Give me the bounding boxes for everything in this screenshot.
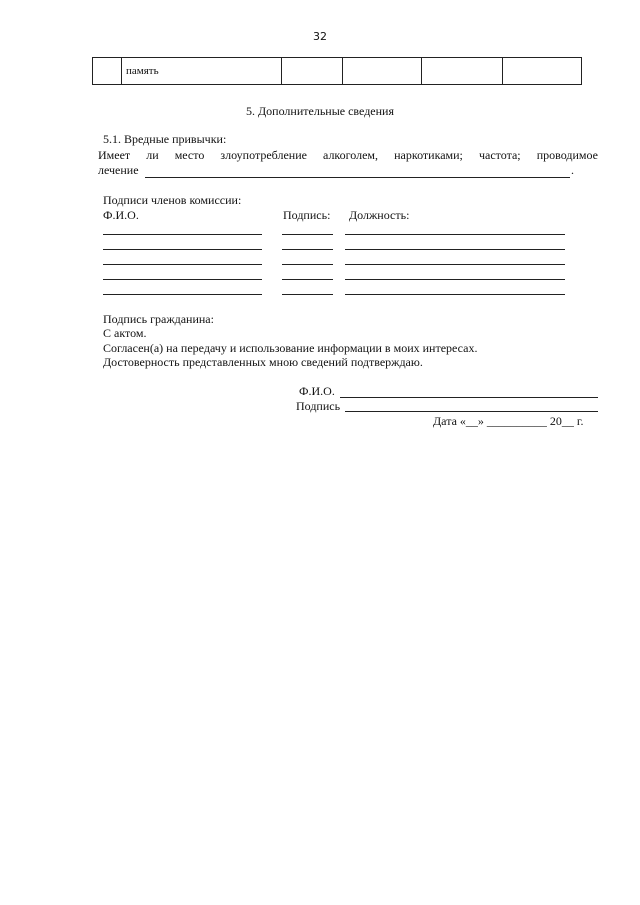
signoff-signature-line[interactable]	[345, 411, 598, 412]
table-cell	[503, 58, 582, 85]
commission-name-line[interactable]	[103, 234, 262, 235]
table-cell	[343, 58, 422, 85]
signoff-name-line[interactable]	[340, 397, 598, 398]
table-row	[93, 58, 582, 85]
table-cell	[422, 58, 503, 85]
citizen-title: Подпись гражданина:	[103, 312, 214, 326]
commission-signature-header: Подпись:	[283, 208, 331, 222]
commission-position-line[interactable]	[345, 234, 565, 235]
commission-signature-line[interactable]	[282, 294, 333, 295]
commission-position-line[interactable]	[345, 279, 565, 280]
commission-signature-line[interactable]	[282, 279, 333, 280]
commission-name-line[interactable]	[103, 264, 262, 265]
citizen-acknowledge: С актом.	[103, 326, 147, 340]
commission-signature-line[interactable]	[282, 234, 333, 235]
section-title: 5. Дополнительные сведения	[245, 104, 394, 118]
commission-name-header: Ф.И.О.	[103, 208, 139, 222]
commission-name-line[interactable]	[103, 279, 262, 280]
commission-signature-line[interactable]	[282, 249, 333, 250]
signoff-name-label: Ф.И.О.	[299, 384, 335, 398]
commission-position-line[interactable]	[345, 294, 565, 295]
page-number: 32	[313, 30, 327, 43]
question-word: частота;	[478, 148, 521, 162]
table-cell-label: память	[122, 58, 282, 85]
habits-title: 5.1. Вредные привычки:	[103, 132, 227, 146]
citizen-confirm: Достоверность представленных мною сведений подтверждаю.	[103, 355, 423, 369]
question-word: ли	[146, 148, 159, 162]
question-word: место	[174, 148, 205, 162]
end-period: .	[571, 163, 574, 177]
question-word: Имеет	[98, 148, 131, 162]
citizen-consent: Согласен(а) на передачу и использование информации в моих интересах.	[103, 341, 478, 355]
signoff-signature-label: Подпись	[296, 399, 341, 413]
commission-name-line[interactable]	[103, 294, 262, 295]
commission-signature-line[interactable]	[282, 264, 333, 265]
commission-position-line[interactable]	[345, 264, 565, 265]
question-word: проводимое	[536, 148, 598, 162]
commission-name-line[interactable]	[103, 249, 262, 250]
question-word: алкоголем,	[323, 148, 379, 162]
commission-title: Подписи членов комиссии:	[103, 193, 242, 207]
question-word: злоупотребление	[220, 148, 307, 162]
signoff-date: Дата «__» __________ 20__ г.	[433, 414, 584, 428]
table-cell	[93, 58, 122, 85]
continuation-table	[92, 57, 582, 85]
question-word: наркотиками;	[394, 148, 463, 162]
commission-position-line[interactable]	[345, 249, 565, 250]
treatment-label: лечение	[98, 163, 139, 177]
treatment-answer-line[interactable]	[145, 177, 570, 178]
table-cell	[282, 58, 343, 85]
habits-question	[98, 148, 598, 163]
commission-position-header: Должность:	[349, 208, 410, 222]
